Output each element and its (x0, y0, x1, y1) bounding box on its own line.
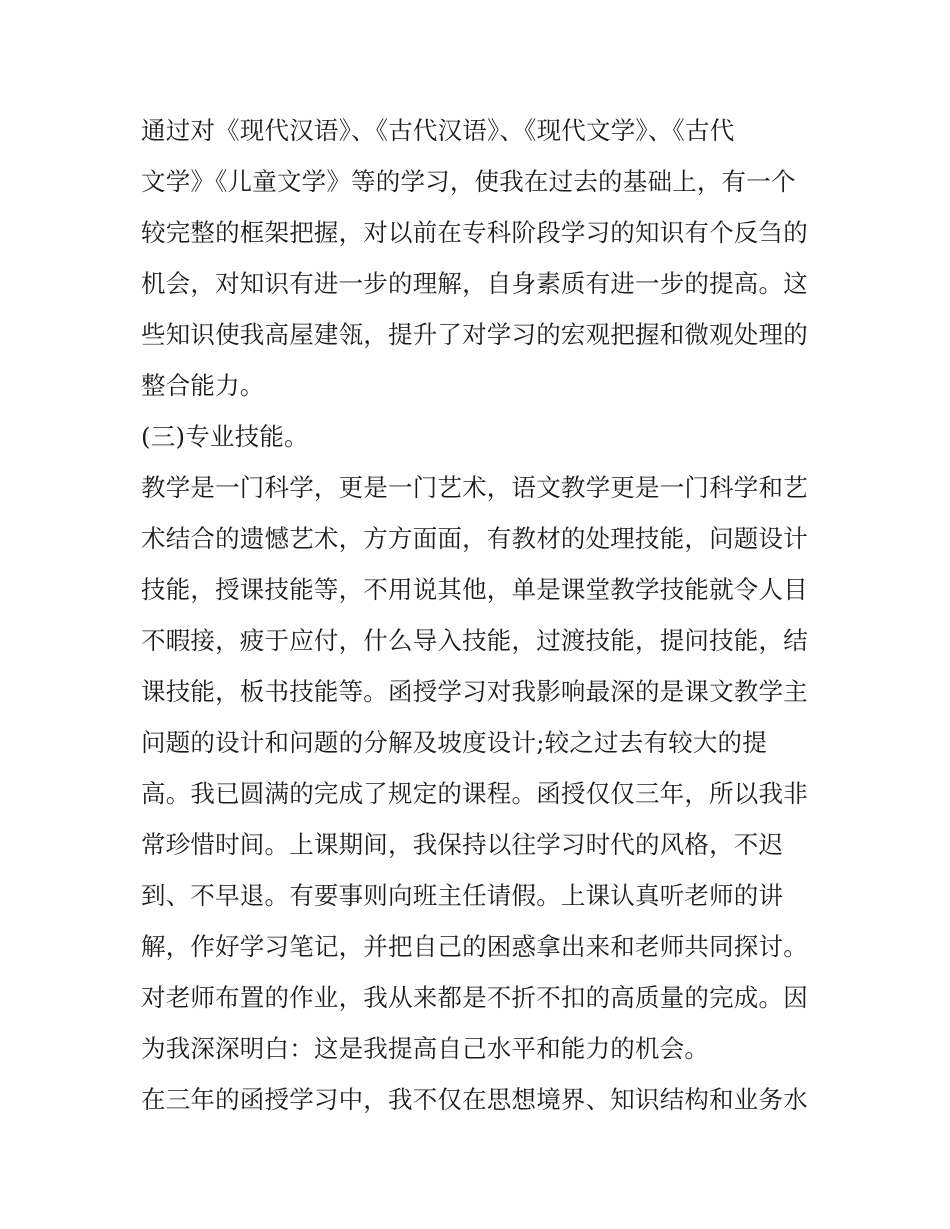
text-line-6: 整合能力。 (141, 371, 265, 400)
text-line-11: 不暇接，疲于应付，什么导入技能，过渡技能，提问技能，结 (141, 626, 808, 655)
section-heading: (三)专业技能。 (141, 422, 309, 451)
text-line-19: 为我深深明白：这是我提高自己水平和能力的机会。 (141, 1034, 710, 1063)
text-line-9: 术结合的遗憾艺术，方方面面，有教材的处理技能，问题设计 (141, 524, 808, 553)
text-line-10: 技能，授课技能等，不用说其他，单是课堂教学技能就令人目 (141, 575, 808, 604)
text-line-2: 文学》《儿童文学》等的学习，使我在过去的基础上，有一个 (141, 167, 796, 196)
text-line-8: 教学是一门科学，更是一门艺术，语文教学更是一门科学和艺 (141, 473, 808, 502)
body-text (141, 105, 821, 1125)
text-line-18: 对老师布置的作业，我从来都是不折不扣的高质量的完成。因 (141, 983, 808, 1012)
text-line-13: 问题的设计和问题的分解及坡度设计;较之过去有较大的提 (141, 728, 767, 757)
text-line-5: 些知识使我高屋建瓴，提升了对学习的宏观把握和微观处理的 (141, 320, 808, 349)
text-line-17: 解，作好学习笔记，并把自己的困惑拿出来和老师共同探讨。 (141, 932, 808, 961)
text-line-12: 课技能，板书技能等。函授学习对我影响最深的是课文教学主 (141, 677, 808, 706)
text-line-14: 高。我已圆满的完成了规定的课程。函授仅仅三年，所以我非 (141, 779, 808, 808)
text-line-4: 机会，对知识有进一步的理解，自身素质有进一步的提高。这 (141, 269, 808, 298)
text-line-16: 到、不早退。有要事则向班主任请假。上课认真听老师的讲 (141, 881, 784, 910)
text-line-20: 在三年的函授学习中，我不仅在思想境界、知识结构和业务水 (141, 1085, 808, 1114)
text-line-3: 较完整的框架把握，对以前在专科阶段学习的知识有个反刍的 (141, 218, 808, 247)
text-line-1: 通过对《现代汉语》、《古代汉语》、《现代文学》、《古代 (141, 116, 735, 145)
text-line-15: 常珍惜时间。上课期间，我保持以往学习时代的风格，不迟 (141, 830, 784, 859)
